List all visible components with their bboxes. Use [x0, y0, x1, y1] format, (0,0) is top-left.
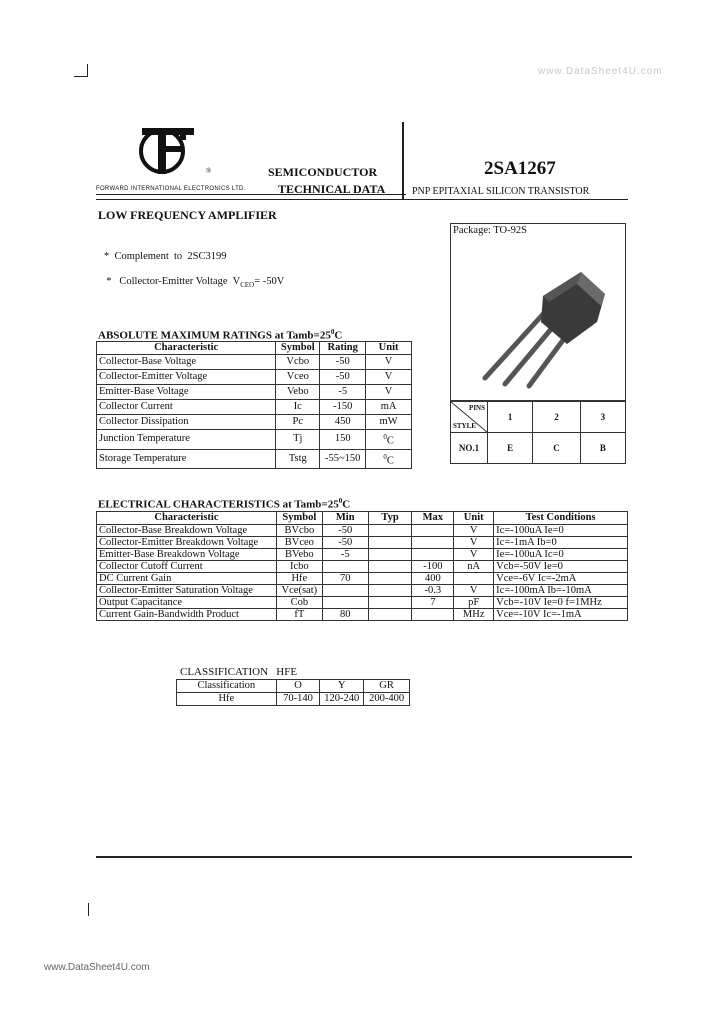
cell-symbol: Vcbo: [276, 355, 320, 370]
cell-max: -0.3: [412, 585, 454, 597]
cell-max: 7: [412, 597, 454, 609]
cell-unit: MHz: [454, 609, 494, 621]
bullet-vceo-value: = -50V: [254, 276, 285, 287]
abs-max-table: [96, 341, 412, 469]
el-header-conditions: Test Conditions: [494, 512, 628, 525]
abs-max-title-degree: 0: [330, 328, 335, 336]
unit-degree: 0: [383, 452, 387, 461]
cell-symbol: fT: [276, 609, 322, 621]
cell-symbol: BVceo: [276, 537, 322, 549]
company-logo: [136, 118, 206, 184]
cell-unit: nA: [454, 561, 494, 573]
cell-min: -50: [322, 537, 368, 549]
table-row: [97, 549, 628, 561]
electrical-table: [96, 511, 628, 621]
style-label: STYLE: [453, 422, 476, 430]
cell-characteristic: Collector-Emitter Saturation Voltage: [97, 585, 277, 597]
table-row: [97, 355, 412, 370]
cell-symbol: Ic: [276, 400, 320, 415]
cell-symbol: Vebo: [276, 385, 320, 400]
electrical-header-row: [97, 512, 628, 525]
cell-typ: [368, 549, 412, 561]
col-header-rating: Rating: [320, 342, 366, 355]
cell-unit: V: [454, 525, 494, 537]
unit-text: C: [386, 455, 394, 466]
cell-characteristic: Collector Current: [97, 400, 276, 415]
cell-symbol: Vce(sat): [276, 585, 322, 597]
cell-max: [412, 537, 454, 549]
cell-conditions: Vce=-10V Ic=-1mA: [494, 609, 628, 621]
cell-typ: [368, 573, 412, 585]
cell-rating: -50: [320, 355, 366, 370]
bullet-complement: * Complement to 2SC3199: [104, 251, 227, 262]
package-box: [450, 223, 626, 401]
abs-max-title: [98, 328, 342, 342]
cell-unit: V: [454, 549, 494, 561]
pin-function-1: E: [488, 433, 533, 464]
cell-min: [322, 585, 368, 597]
el-header-min: Min: [322, 512, 368, 525]
cell-characteristic: Junction Temperature: [97, 430, 276, 450]
cell-min: 70: [322, 573, 368, 585]
cell-unit: mA: [366, 400, 412, 415]
cell-characteristic: Collector-Base Breakdown Voltage: [97, 525, 277, 537]
pins-label: PINS: [469, 404, 485, 412]
cell-characteristic: Collector-Emitter Voltage: [97, 370, 276, 385]
el-header-max: Max: [412, 512, 454, 525]
cell-rating: 150: [320, 430, 366, 450]
cell-unit: V: [366, 370, 412, 385]
table-row: [97, 415, 412, 430]
cell-unit: V: [454, 537, 494, 549]
cell-characteristic: Collector Cutoff Current: [97, 561, 277, 573]
cell-symbol: BVebo: [276, 549, 322, 561]
cell-min: [322, 597, 368, 609]
cell-conditions: Vce=-6V Ic=-2mA: [494, 573, 628, 585]
corner-mark-top-vertical: [87, 64, 88, 76]
bullet-vceo: [101, 265, 284, 289]
electrical-title-unit: C: [342, 498, 351, 511]
registered-mark: ®: [206, 167, 212, 175]
table-row: [97, 561, 628, 573]
table-row: [97, 400, 412, 415]
table-row: [97, 609, 628, 621]
pin-function-2: C: [533, 433, 581, 464]
cell-characteristic: Collector-Base Voltage: [97, 355, 276, 370]
part-description: PNP EPITAXIAL SILICON TRANSISTOR: [412, 186, 590, 197]
cell-conditions: Ic=-100uA Ie=0: [494, 525, 628, 537]
table-row: [97, 597, 628, 609]
cell-symbol: Hfe: [276, 573, 322, 585]
el-header-unit: Unit: [454, 512, 494, 525]
classification-title: CLASSIFICATION HFE: [180, 666, 298, 678]
table-row: [97, 537, 628, 549]
cell-symbol: Cob: [276, 597, 322, 609]
cell-min: -50: [322, 525, 368, 537]
table-row: [97, 370, 412, 385]
company-name: FORWARD INTERNATIONAL ELECTRONICS LTD.: [96, 186, 246, 192]
cell-unit: mW: [366, 415, 412, 430]
pin-header-cell: [451, 402, 488, 433]
cell-min: -5: [322, 549, 368, 561]
section-heading-low-frequency: LOW FREQUENCY AMPLIFIER: [98, 208, 277, 222]
cell-symbol: Pc: [276, 415, 320, 430]
abs-max-header-row: [97, 342, 412, 355]
cell-rating: 450: [320, 415, 366, 430]
cell-max: [412, 609, 454, 621]
bullet-vceo-subscript: CEO: [240, 281, 255, 290]
style-number: NO.1: [451, 433, 488, 464]
semiconductor-label: SEMICONDUCTOR: [268, 165, 378, 179]
cell-unit: V: [366, 355, 412, 370]
pin-function-3: B: [580, 433, 625, 464]
cell-symbol: Vceo: [276, 370, 320, 385]
cell-min: [322, 561, 368, 573]
col-header-symbol: Symbol: [276, 342, 320, 355]
cell-characteristic: Emitter-Base Voltage: [97, 385, 276, 400]
cell-unit: V: [454, 585, 494, 597]
table-row: [97, 385, 412, 400]
cell-typ: [368, 597, 412, 609]
cell-min: 80: [322, 609, 368, 621]
col-header-unit: Unit: [366, 342, 412, 355]
unit-degree: 0: [383, 433, 387, 441]
electrical-title-text: ELECTRICAL CHARACTERISTICS at Tamb=25: [98, 498, 339, 511]
unit-text: C: [386, 435, 394, 447]
cell-symbol: Tstg: [276, 449, 320, 469]
cell-rating: -55~150: [320, 449, 366, 469]
cell-typ: [368, 537, 412, 549]
to92s-package-illustration: [471, 248, 621, 403]
cell-rating: -5: [320, 385, 366, 400]
class-y: Y: [320, 680, 364, 693]
cell-characteristic: Current Gain-Bandwidth Product: [97, 609, 277, 621]
pin-number-2: 2: [533, 402, 581, 433]
cell-unit: pF: [454, 597, 494, 609]
cell-characteristic: Emitter-Base Breakdown Voltage: [97, 549, 277, 561]
cell-unit: [454, 573, 494, 585]
cell-unit: [366, 449, 412, 469]
el-header-symbol: Symbol: [276, 512, 322, 525]
cell-unit: V: [366, 385, 412, 400]
cell-unit: [366, 430, 412, 450]
cell-characteristic: Collector-Emitter Breakdown Voltage: [97, 537, 277, 549]
classification-row-label: Hfe: [177, 693, 277, 706]
cell-conditions: Vcb=-50V Ie=0: [494, 561, 628, 573]
footer-rule: [96, 856, 632, 858]
header-bottom-rule: [96, 199, 628, 200]
electrical-title: [98, 497, 350, 511]
class-o: O: [276, 680, 320, 693]
header-divider: [402, 122, 404, 200]
cell-symbol: Tj: [276, 430, 320, 450]
cell-max: 400: [412, 573, 454, 585]
cell-rating: -50: [320, 370, 366, 385]
cell-typ: [368, 561, 412, 573]
abs-max-title-text: ABSOLUTE MAXIMUM RATINGS at Tamb=25: [98, 329, 331, 342]
pin-number-1: 1: [488, 402, 533, 433]
cell-characteristic: Collector Dissipation: [97, 415, 276, 430]
classification-header-label: Classification: [177, 680, 277, 693]
cell-characteristic: Output Capacitance: [97, 597, 277, 609]
watermark-top: www.DataSheet4U.com: [538, 66, 663, 77]
table-row: [97, 449, 412, 469]
cell-max: [412, 549, 454, 561]
cell-symbol: Icbo: [276, 561, 322, 573]
table-row: [97, 430, 412, 450]
table-row: [97, 585, 628, 597]
cell-symbol: BVcbo: [276, 525, 322, 537]
cell-typ: [368, 585, 412, 597]
abs-max-title-unit: C: [334, 329, 343, 342]
corner-mark-bottom: [88, 903, 89, 916]
cell-typ: [368, 609, 412, 621]
cell-conditions: Ic=-100mA Ib=-10mA: [494, 585, 628, 597]
cell-rating: -150: [320, 400, 366, 415]
technical-data-label: TECHNICAL DATA: [278, 182, 386, 196]
corner-mark-top-horizontal: [74, 76, 88, 77]
cell-conditions: Vcb=-10V Ie=0 f=1MHz: [494, 597, 628, 609]
cell-max: -100: [412, 561, 454, 573]
pin-number-3: 3: [580, 402, 625, 433]
table-row: [97, 525, 628, 537]
watermark-footer[interactable]: www.DataSheet4U.com: [44, 962, 150, 973]
cell-characteristic: Storage Temperature: [97, 449, 276, 469]
cell-characteristic: DC Current Gain: [97, 573, 277, 585]
pin-table: [450, 401, 626, 464]
electrical-title-degree: 0: [338, 497, 343, 505]
cell-max: [412, 525, 454, 537]
el-header-characteristic: Characteristic: [97, 512, 277, 525]
col-header-characteristic: Characteristic: [97, 342, 276, 355]
bullet-vceo-text: * Collector-Emitter Voltage V: [106, 276, 241, 287]
range-gr: 200-400: [364, 693, 410, 706]
cell-typ: [368, 525, 412, 537]
cell-conditions: Ic=-1mA Ib=0: [494, 537, 628, 549]
classification-table: [176, 679, 410, 706]
range-o: 70-140: [276, 693, 320, 706]
el-header-typ: Typ: [368, 512, 412, 525]
table-row: [97, 573, 628, 585]
package-label: Package: TO-92S: [453, 225, 527, 236]
range-y: 120-240: [320, 693, 364, 706]
class-gr: GR: [364, 680, 410, 693]
part-number: 2SA1267: [484, 158, 556, 179]
cell-conditions: Ie=-100uA Ic=0: [494, 549, 628, 561]
